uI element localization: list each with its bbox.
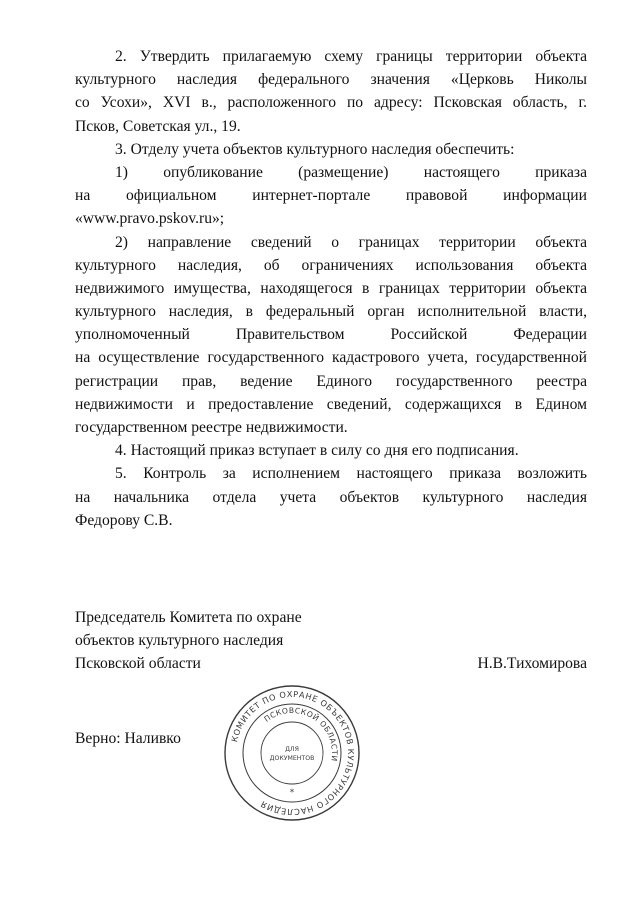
- official-stamp: [222, 683, 362, 823]
- document-line: на официальном интернет-портале правовой информации: [75, 187, 587, 205]
- document-line: 3. Отделу учета объектов культурного наследия обеспечить:: [115, 140, 515, 158]
- document-line: регистрации прав, ведение Единого государственного реестра: [75, 372, 587, 390]
- document-line: 2. Утвердить прилагаемую схему границы территории объекта: [115, 48, 587, 65]
- document-line: «www.pravo.pskov.ru»;: [75, 210, 225, 228]
- stamp-star-icon: *: [289, 788, 295, 798]
- signatory-title-line3: Псковской области: [75, 655, 201, 672]
- stamp-center-text-1: ДЛЯ: [285, 746, 299, 753]
- document-line: на начальника отдела учета объектов культурного наследия: [75, 488, 587, 506]
- signatory-title-line1: Председатель Комитета по охране: [75, 609, 302, 626]
- stamp-center-text-2: ДОКУМЕНТОВ: [269, 755, 315, 762]
- document-line: 4. Настоящий приказ вступает в силу со дня его подписания.: [115, 442, 519, 460]
- document-line: культурного наследия, в федеральный орган исполнительной власти,: [75, 303, 587, 321]
- certified-copy-note: Верно: Наливко: [75, 730, 181, 747]
- stamp-outer-text: КОМИТЕТ ПО ОХРАНЕ ОБЪЕКТОВ КУЛЬТУРНОГО НАСЛЕДИЯ: [229, 688, 357, 818]
- signatory-name: Н.В.Тихомирова: [477, 655, 587, 672]
- document-line: Федорову С.В.: [75, 511, 173, 529]
- document-line: культурного наследия, об ограничениях использования объекта: [75, 256, 587, 274]
- document-line: уполномоченный Правительством Российской Федерации: [75, 326, 587, 344]
- document-line: недвижимого имущества, находящегося в границах территории объекта: [75, 279, 587, 297]
- document-line: на осуществление государственного кадастрового учета, государственной: [75, 349, 587, 367]
- document-line: Псков, Советская ул., 19.: [75, 117, 241, 135]
- document-line: со Усохи», XVI в., расположенного по адресу: Псковская область, г.: [75, 94, 587, 112]
- document-body: [75, 45, 587, 532]
- document-line: 1) опубликование (размещение) настоящего приказа: [115, 163, 587, 181]
- document-line: культурного наследия федерального значения «Церковь Николы: [75, 71, 587, 89]
- document-line: недвижимости и предоставление сведений, содержащихся в Едином: [75, 395, 587, 413]
- signatory-title-line2: объектов культурного наследия: [75, 632, 284, 649]
- document-line: 2) направление сведений о границах территории объекта: [115, 233, 587, 251]
- document-line: 5. Контроль за исполнением настоящего приказа возложить: [115, 465, 587, 483]
- document-line: государственном реестре недвижимости.: [75, 419, 348, 436]
- stamp-inner-text: ПСКОВСКОЙ ОБЛАСТИ: [262, 705, 340, 763]
